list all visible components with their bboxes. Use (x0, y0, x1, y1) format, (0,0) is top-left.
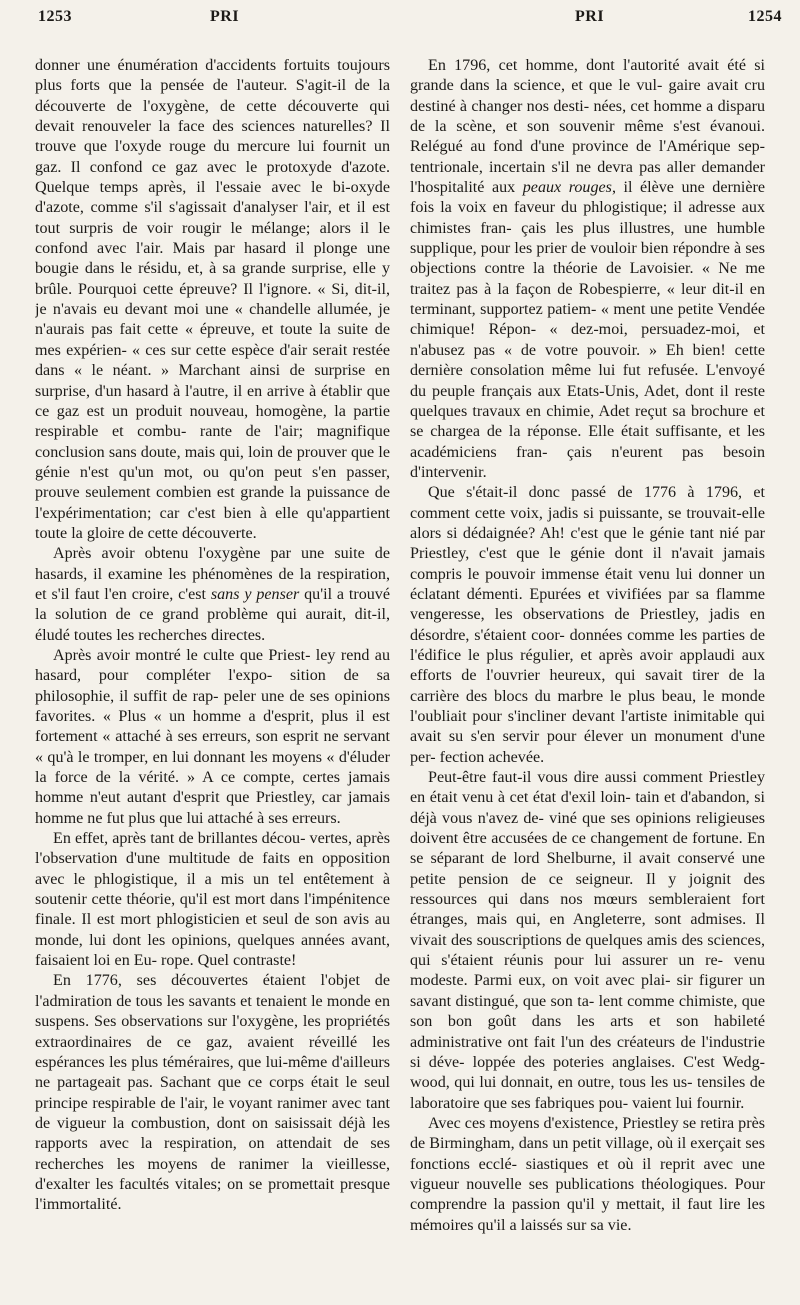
page-number-left: 1253 (38, 8, 72, 25)
italic-phrase: peaux rouges (522, 179, 612, 197)
paragraph-text: , il élève une dernière fois la voix en faveur du phlogistique; il adresse aux chimistes fran- çais les plus illustres, une humble supplique, pour les prier de vouloir bien répondre à ses objections contre la théorie de Lavoisier. « Ne me traitez pas à la façon de Robespierre, « leur dit-il en terminant, supportez patiem- « ment une petite Vendée chimique! Répon- « dez-moi, persuadez-moi, et n'abusez pas « de votre pouvoir. » Eh bien! cette dernière consolation même lui fut refusée. L'envoyé du peuple français aux Etats-Unis, Adet, dont il reste quelques travaux en chimie, Adet reçut sa brochure et se chargea de la réponse. Elle était suffisante, et les académiciens fran- çais n'eurent pas besoin d'intervenir. (410, 179, 765, 481)
paragraph: Après avoir montré le culte que Priest- ley rend au hasard, pour compléter l'expo- sition de sa philosophie, il suffit de rap- peler une de ses opinions favorites. « Plus « un homme a d'esprit, plus il est fortement « attaché à ses erreurs, son esprit ne servant « qu'à le tromper, en lui donnant les moyens « d'éluder la force de la vérité. » A ce compte, certes jamais homme n'eut autant d'esprit que Priestley, car jamais homme ne fut plus que lui attaché à ses erreurs. (35, 646, 390, 827)
paragraph (35, 544, 390, 646)
paragraph-text: En 1796, cet homme, dont l'autorité avait été si grande dans la science, et que le vul- gaire avait cru destiné à changer nos desti- nées, cet homme a disparu de la scène, et son souvenir même s'est évanoui. Relégué au fond d'une province de l'Amérique sep- tentrionale, incertain s'il ne devra pas aller demander l'hospitalité aux (410, 57, 765, 197)
right-text-column (410, 56, 765, 1296)
running-head-left: PRI (210, 8, 240, 25)
paragraph-text: qu'il a trouvé la solution de ce grand problème qui aurait, dit-il, éludé toutes les recherches directes. (35, 585, 390, 644)
left-text-column (35, 56, 390, 1296)
page-number-right: 1254 (748, 8, 782, 25)
paragraph: donner une énumération d'accidents fortuits toujours plus forts que la pensée de l'auteur. S'agit-il de la découverte de l'oxygène, de cette découverte qui devait renouveler la face des sciences naturelles? Il trouve que l'oxyde rouge du mercure lui fournit un gaz. Il confond ce gaz avec le protoxyde d'azote. Quelque temps après, il l'essaie avec le bi-oxyde d'azote, comme s'il s'agissait d'analyser l'air, et il est tout surpris de voir rougir le mélange; alors il le confond avec l'air. Mais par hasard il plonge une bougie dans le résidu, et, à sa grande surprise, elle y brûle. Pourquoi cette épreuve? Il l'ignore. « Si, dit-il, je n'avais eu devant moi une « chandelle allumée, je n'aurais pas fait cette « épreuve, et toute la suite de mes expérien- « ces sur cette espèce d'air serait restée dans « le néant. » Marchant ainsi de surprise en surprise, d'un hasard à l'autre, il en arrive à établir que ce gaz est un produit nouveau, homogène, la partie respirable et combu- rante de l'air; magnifique conclusion sans doute, mais qui, loin de prouver que le génie n'est qu'un mot, ou qu'on peut s'en passer, prouve seulement combien est grande la puissance de l'expérimentation; car c'est bien à elle qu'appartient toute la gloire de cette découverte. (35, 57, 390, 542)
paragraph: Peut-être faut-il vous dire aussi comment Priestley en était venu à cet état d'exil loin- tain et d'abandon, si déjà vous n'avez de- viné que ses opinions religieuses doivent être accusées de ce changement de fortune. En se séparant de lord Shelburne, il avait conservé une petite pension de ce seigneur. Il y joignit des ressources qui dans nos mœurs sembleraient fort étranges, mais qui, en Angleterre, sont admises. Il vivait des souscriptions de quelques amis des sciences, qui s'étaient réunis pour lui assurer un re- venu modeste. Parmi eux, on voit avec plai- sir figurer un savant distingué, que son ta- lent comme chimiste, que son bon goût dans les arts et son habileté administrative ont fait l'un des créateurs de l'industrie si déve- loppée des poteries anglaises. C'est Wedg- wood, qui lui donnait, en outre, tous les us- tensiles de laboratoire que ses fabriques pou- vaient lui fournir. (410, 769, 765, 1112)
paragraph-text: Après avoir obtenu l'oxygène par une suite de hasards, il examine les phénomènes de la respiration, et s'il faut l'en croire, c'est (35, 545, 390, 603)
paragraph: Que s'était-il donc passé de 1776 à 1796, et comment cette voix, jadis si puissante, se trouvait-elle alors si dédaignée? Ah! c'est que le génie tant nié par Priestley, c'est que le génie dont il n'avait jamais compris le pouvoir immense était venu lui donner un éclatant démenti. Epurées et vivifiées par sa flamme vengeresse, les observations de Priestley, jadis en désordre, s'étaient coor- données comme les parties de l'édifice le plus régulier, et après avoir applaudi aux efforts de l'ouvrier heureux, qui savait tirer de la carrière des blocs du marbre le plus beau, le monde l'oubliait pour s'incliner devant l'artiste inimitable qui avait su s'en servir pour élever un monument d'une per- fection achevée. (410, 484, 765, 766)
paragraph: En 1776, ses découvertes étaient l'objet de l'admiration de tous les savants et tenaient le monde en suspens. Ses observations sur l'oxygène, les propriétés extraordinaires de ce gaz, avaient réveillé les espérances les plus téméraires, que lui-même d'ailleurs ne partageait pas. Sachant que ce corps était le seul principe respirable de l'air, le voyant ranimer avec tant de vigueur la combustion, dont on saisissait déjà les rapports avec la respiration, on attendait de ses recherches les moyens de ranimer la vieillesse, d'exalter les facultés vitales; on se promettait presque l'immortalité. (35, 972, 390, 1214)
italic-phrase: sans y penser (210, 585, 300, 603)
paragraph: Avec ces moyens d'existence, Priestley se retira près de Birmingham, dans un petit village, où il exerçait ses fonctions ecclé- siastiques et où il reprit avec une vigueur nouvelle ses publications théologiques. Pour comprendre la passion qu'il y mettait, il faut lire les mémoires qu'il a laissés sur sa vie. (410, 1114, 765, 1234)
paragraph: En effet, après tant de brillantes décou- vertes, après l'observation d'une multitude de faits en opposition avec le phlogistique, il a mis un tel entêtement à soutenir cette théorie, qu'il est mort dans l'impénitence finale. Il est mort phlogisticien et seul de son avis au monde, lui dont les opinions, quelques années avant, faisaient loi en Eu- rope. Quel contraste! (35, 830, 390, 970)
paragraph (410, 56, 765, 483)
running-head-right: PRI (575, 8, 605, 25)
